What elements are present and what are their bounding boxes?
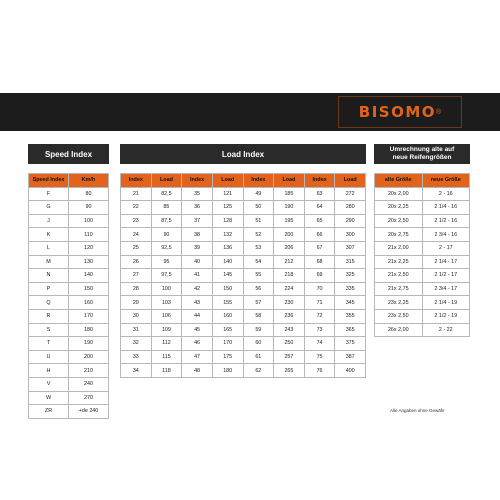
table-row xyxy=(121,187,366,201)
conversion-title-line2: neue Reifengrößen xyxy=(392,154,452,161)
table-cell: 20x 2,75 xyxy=(375,228,423,242)
table-row xyxy=(29,241,109,255)
table-cell: 210 xyxy=(69,364,109,378)
load-column-header: Index xyxy=(121,174,152,188)
table-cell: 272 xyxy=(335,187,366,201)
table-cell: 69 xyxy=(304,269,335,283)
table-cell: 67 xyxy=(304,241,335,255)
table-cell: 82,5 xyxy=(151,187,182,201)
table-cell: 2 1/2 - 16 xyxy=(422,214,470,228)
table-cell: 54 xyxy=(243,255,274,269)
table-cell: 23x 2,25 xyxy=(375,296,423,310)
table-cell: T xyxy=(29,337,69,351)
brand-name: BISOMO xyxy=(358,103,437,121)
load-column-header: Index xyxy=(243,174,274,188)
registered-mark: ® xyxy=(436,108,442,116)
table-row xyxy=(121,296,366,310)
load-index-header xyxy=(120,144,366,164)
table-cell: 59 xyxy=(243,323,274,337)
table-row xyxy=(375,282,470,296)
table-cell: +de 240 xyxy=(69,405,109,419)
table-cell: P xyxy=(29,282,69,296)
table-row xyxy=(29,201,109,215)
table-cell: 2 1/4 - 19 xyxy=(422,296,470,310)
table-cell: 95 xyxy=(151,255,182,269)
table-cell: V xyxy=(29,377,69,391)
table-cell: 240 xyxy=(69,377,109,391)
table-cell: 97,5 xyxy=(151,269,182,283)
table-row xyxy=(121,228,366,242)
table-cell: 100 xyxy=(69,214,109,228)
table-cell: 180 xyxy=(69,323,109,337)
table-cell: 224 xyxy=(274,282,305,296)
table-cell: 121 xyxy=(212,187,243,201)
table-row xyxy=(29,269,109,283)
table-cell: 71 xyxy=(304,296,335,310)
table-row xyxy=(29,296,109,310)
table-cell: M xyxy=(29,255,69,269)
table-cell: 145 xyxy=(212,269,243,283)
table-cell: 85 xyxy=(151,201,182,215)
table-cell: 31 xyxy=(121,323,152,337)
table-cell: 52 xyxy=(243,228,274,242)
table-cell: 21 xyxy=(121,187,152,201)
table-cell: 92,5 xyxy=(151,241,182,255)
table-cell: 28 xyxy=(121,282,152,296)
table-cell: 23 xyxy=(121,214,152,228)
table-cell: 400 xyxy=(335,364,366,378)
table-cell: 37 xyxy=(182,214,213,228)
conversion-header xyxy=(374,144,470,164)
table-cell: 21x 2,50 xyxy=(375,269,423,283)
table-cell: 27 xyxy=(121,269,152,283)
table-cell: 34 xyxy=(121,364,152,378)
table-cell: 38 xyxy=(182,228,213,242)
table-cell: H xyxy=(29,364,69,378)
table-cell: 335 xyxy=(335,282,366,296)
table-cell: 257 xyxy=(274,350,305,364)
table-cell: 325 xyxy=(335,269,366,283)
table-cell: 55 xyxy=(243,269,274,283)
table-cell: 80 xyxy=(69,187,109,201)
table-cell: 39 xyxy=(182,241,213,255)
table-cell: 2 - 17 xyxy=(422,241,470,255)
table-cell: 48 xyxy=(182,364,213,378)
table-cell: 68 xyxy=(304,255,335,269)
table-cell: 42 xyxy=(182,282,213,296)
table-row xyxy=(375,255,470,269)
table-row xyxy=(29,255,109,269)
table-row xyxy=(121,201,366,215)
table-cell: 140 xyxy=(69,269,109,283)
table-cell: S xyxy=(29,323,69,337)
table-cell: 33 xyxy=(121,350,152,364)
table-cell: 43 xyxy=(182,296,213,310)
table-cell: 87,5 xyxy=(151,214,182,228)
load-index-title: Load Index xyxy=(221,149,265,159)
table-cell: 243 xyxy=(274,323,305,337)
table-cell: 118 xyxy=(151,364,182,378)
table-row xyxy=(375,187,470,201)
speed-index-header xyxy=(28,144,109,164)
table-cell: 165 xyxy=(212,323,243,337)
table-cell: K xyxy=(29,228,69,242)
table-cell: 315 xyxy=(335,255,366,269)
table-cell: 44 xyxy=(182,309,213,323)
table-row xyxy=(375,201,470,215)
table-cell: 345 xyxy=(335,296,366,310)
table-row xyxy=(375,296,470,310)
table-cell: U xyxy=(29,350,69,364)
load-column-header: Load xyxy=(335,174,366,188)
table-cell: 125 xyxy=(212,201,243,215)
table-row xyxy=(121,309,366,323)
speed-column-header: Km/h xyxy=(69,174,109,188)
table-row xyxy=(375,241,470,255)
table-cell: 387 xyxy=(335,350,366,364)
table-cell: 65 xyxy=(304,214,335,228)
table-row xyxy=(121,323,366,337)
table-cell: Q xyxy=(29,296,69,310)
table-cell: 57 xyxy=(243,296,274,310)
table-cell: R xyxy=(29,309,69,323)
table-cell: F xyxy=(29,187,69,201)
table-cell: 20x 2,00 xyxy=(375,187,423,201)
table-cell: 53 xyxy=(243,241,274,255)
table-cell: 120 xyxy=(69,241,109,255)
table-cell: 365 xyxy=(335,323,366,337)
table-cell: 47 xyxy=(182,350,213,364)
table-cell: G xyxy=(29,201,69,215)
speed-index-title: Speed Index xyxy=(44,149,93,159)
table-cell: 115 xyxy=(151,350,182,364)
table-cell: 170 xyxy=(212,337,243,351)
table-cell: 45 xyxy=(182,323,213,337)
table-cell: 190 xyxy=(274,201,305,215)
table-cell: 26 xyxy=(121,255,152,269)
table-cell: 2 3/4 - 16 xyxy=(422,228,470,242)
table-cell: 35 xyxy=(182,187,213,201)
table-cell: 24 xyxy=(121,228,152,242)
table-row xyxy=(29,309,109,323)
table-cell: 30 xyxy=(121,309,152,323)
table-cell: 36 xyxy=(182,201,213,215)
load-column-header: Index xyxy=(304,174,335,188)
table-cell: 61 xyxy=(243,350,274,364)
table-cell: 180 xyxy=(212,364,243,378)
table-cell: 140 xyxy=(212,255,243,269)
table-row xyxy=(29,337,109,351)
table-row xyxy=(375,269,470,283)
table-row xyxy=(29,214,109,228)
table-cell: 2 1/2 - 17 xyxy=(422,269,470,283)
table-row xyxy=(121,214,366,228)
table-cell: L xyxy=(29,241,69,255)
load-column-header: Load xyxy=(274,174,305,188)
table-cell: 155 xyxy=(212,296,243,310)
load-index-table xyxy=(120,173,366,378)
table-row xyxy=(29,282,109,296)
table-row xyxy=(29,350,109,364)
table-cell: 56 xyxy=(243,282,274,296)
table-cell: N xyxy=(29,269,69,283)
table-cell: 90 xyxy=(69,201,109,215)
speed-column-header: Speed Index xyxy=(29,174,69,188)
table-cell: 109 xyxy=(151,323,182,337)
table-row xyxy=(375,214,470,228)
table-row xyxy=(375,323,470,337)
table-cell: 25 xyxy=(121,241,152,255)
table-cell: 70 xyxy=(304,282,335,296)
tire-size-conversion-table xyxy=(374,173,470,337)
table-cell: 112 xyxy=(151,337,182,351)
table-cell: 200 xyxy=(69,350,109,364)
table-cell: 307 xyxy=(335,241,366,255)
table-cell: 236 xyxy=(274,309,305,323)
table-cell: 160 xyxy=(212,309,243,323)
table-cell: 170 xyxy=(69,309,109,323)
table-row xyxy=(121,241,366,255)
table-cell: 218 xyxy=(274,269,305,283)
table-cell: 150 xyxy=(69,282,109,296)
brand-logo xyxy=(338,96,462,128)
table-cell: 50 xyxy=(243,201,274,215)
table-cell: 21x 2,75 xyxy=(375,282,423,296)
table-cell: 21x 2,25 xyxy=(375,255,423,269)
table-cell: 2 3/4 - 17 xyxy=(422,282,470,296)
table-cell: 110 xyxy=(69,228,109,242)
table-row xyxy=(375,228,470,242)
table-cell: 300 xyxy=(335,228,366,242)
table-cell: 206 xyxy=(274,241,305,255)
table-cell: 106 xyxy=(151,309,182,323)
table-cell: 2 1/2 - 19 xyxy=(422,309,470,323)
load-column-header: Load xyxy=(212,174,243,188)
table-cell: 130 xyxy=(69,255,109,269)
table-cell: 185 xyxy=(274,187,305,201)
table-cell: 63 xyxy=(304,187,335,201)
table-row xyxy=(29,323,109,337)
table-cell: 250 xyxy=(274,337,305,351)
table-row xyxy=(121,282,366,296)
table-row xyxy=(29,377,109,391)
conv-column-header: neue Größe xyxy=(422,174,470,188)
table-cell: 49 xyxy=(243,187,274,201)
table-row xyxy=(29,187,109,201)
table-row xyxy=(29,391,109,405)
table-cell: 160 xyxy=(69,296,109,310)
table-cell: 21x 2,00 xyxy=(375,241,423,255)
conv-column-header: alte Größe xyxy=(375,174,423,188)
table-cell: 200 xyxy=(274,228,305,242)
table-row xyxy=(29,228,109,242)
table-cell: 375 xyxy=(335,337,366,351)
table-row xyxy=(121,255,366,269)
table-row xyxy=(29,405,109,419)
load-column-header: Load xyxy=(151,174,182,188)
table-cell: 290 xyxy=(335,214,366,228)
table-cell: 73 xyxy=(304,323,335,337)
table-cell: 46 xyxy=(182,337,213,351)
table-cell: 136 xyxy=(212,241,243,255)
table-cell: J xyxy=(29,214,69,228)
table-cell: 26x 2,00 xyxy=(375,323,423,337)
table-cell: 132 xyxy=(212,228,243,242)
table-cell: 212 xyxy=(274,255,305,269)
speed-index-table xyxy=(28,173,109,419)
table-cell: 72 xyxy=(304,309,335,323)
table-cell: 20x 2,50 xyxy=(375,214,423,228)
disclaimer-note: Alle Angaben ohne Gewähr xyxy=(390,408,445,413)
table-cell: 74 xyxy=(304,337,335,351)
table-cell: 23x 2,50 xyxy=(375,309,423,323)
table-cell: 40 xyxy=(182,255,213,269)
table-cell: 355 xyxy=(335,309,366,323)
table-cell: ZR xyxy=(29,405,69,419)
table-cell: 76 xyxy=(304,364,335,378)
conversion-title-line1: Umrechnung alte auf xyxy=(389,146,455,153)
table-cell: 90 xyxy=(151,228,182,242)
table-cell: 190 xyxy=(69,337,109,351)
table-cell: 270 xyxy=(69,391,109,405)
table-cell: 280 xyxy=(335,201,366,215)
table-cell: 22 xyxy=(121,201,152,215)
table-cell: 41 xyxy=(182,269,213,283)
table-row xyxy=(121,364,366,378)
table-row xyxy=(29,364,109,378)
table-cell: 32 xyxy=(121,337,152,351)
table-cell: 175 xyxy=(212,350,243,364)
table-cell: 265 xyxy=(274,364,305,378)
table-row xyxy=(121,269,366,283)
table-cell: 100 xyxy=(151,282,182,296)
table-cell: 2 1/4 - 16 xyxy=(422,201,470,215)
table-cell: 230 xyxy=(274,296,305,310)
table-cell: 2 1/4 - 17 xyxy=(422,255,470,269)
table-cell: 64 xyxy=(304,201,335,215)
table-row xyxy=(121,337,366,351)
table-row xyxy=(121,350,366,364)
table-cell: 66 xyxy=(304,228,335,242)
table-cell: 51 xyxy=(243,214,274,228)
table-cell: 75 xyxy=(304,350,335,364)
table-cell: W xyxy=(29,391,69,405)
table-cell: 150 xyxy=(212,282,243,296)
table-cell: 103 xyxy=(151,296,182,310)
load-column-header: Index xyxy=(182,174,213,188)
table-cell: 29 xyxy=(121,296,152,310)
table-cell: 20x 2,25 xyxy=(375,201,423,215)
table-cell: 2 - 22 xyxy=(422,323,470,337)
table-row xyxy=(375,309,470,323)
table-cell: 60 xyxy=(243,337,274,351)
table-cell: 195 xyxy=(274,214,305,228)
table-cell: 62 xyxy=(243,364,274,378)
table-cell: 58 xyxy=(243,309,274,323)
table-cell: 2 - 16 xyxy=(422,187,470,201)
top-banner xyxy=(0,93,500,131)
table-cell: 128 xyxy=(212,214,243,228)
